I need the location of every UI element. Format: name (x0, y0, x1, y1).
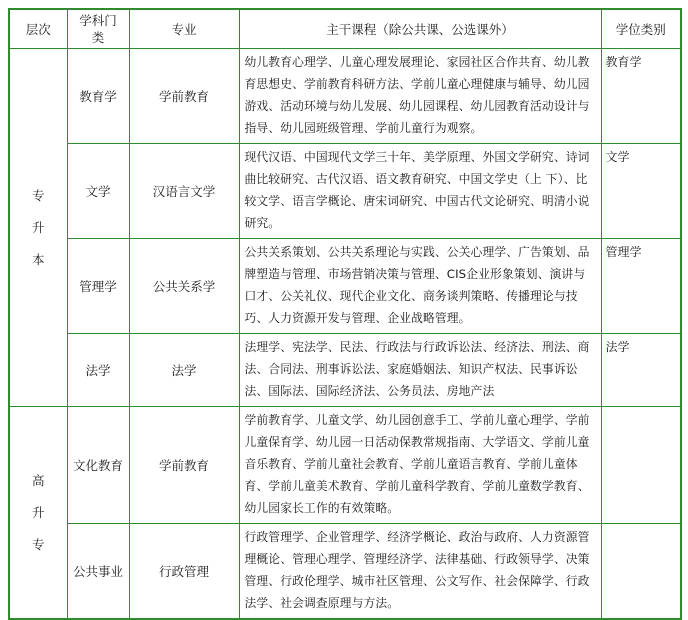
header-courses: 主干课程（除公共课、公选课外） (239, 9, 601, 49)
degree-cell: 法学 (601, 334, 681, 407)
program-table-wrapper (8, 8, 682, 620)
category-cell: 管理学 (67, 239, 129, 334)
table-row (9, 239, 681, 334)
courses-cell: 幼儿教育心理学、儿童心理发展理论、家园社区合作共育、幼儿教育思想史、学前教育科研方法、学前儿童心理健康与辅导、幼儿园游戏、活动环境与幼儿发展、幼儿园课程、幼儿园教育活动设计与指导、幼儿园班级管理、学前儿童行为观察。 (239, 49, 601, 144)
major-cell: 汉语言文学 (129, 144, 239, 239)
major-cell: 法学 (129, 334, 239, 407)
header-major: 专业 (129, 9, 239, 49)
level-char: 专 (31, 536, 45, 552)
header-degree: 学位类别 (601, 9, 681, 49)
category-cell: 教育学 (67, 49, 129, 144)
level-char: 专 (31, 187, 45, 203)
courses-cell: 法理学、宪法学、民法、行政法与行政诉讼法、经济法、刑法、商法、合同法、刑事诉讼法、家庭婚姻法、知识产权法、民事诉讼法、国际法、国际经济法、公务员法、房地产法 (239, 334, 601, 407)
header-level: 层次 (9, 9, 67, 49)
level-char: 升 (31, 504, 45, 520)
table-row (9, 334, 681, 407)
degree-cell: 管理学 (601, 239, 681, 334)
program-table (8, 8, 682, 620)
degree-cell: 文学 (601, 144, 681, 239)
category-cell: 文学 (67, 144, 129, 239)
category-cell: 文化教育 (67, 407, 129, 524)
header-row (9, 9, 681, 49)
level-char: 升 (31, 219, 45, 235)
category-cell: 法学 (67, 334, 129, 407)
major-cell: 学前教育 (129, 407, 239, 524)
table-row (9, 524, 681, 620)
major-cell: 公共关系学 (129, 239, 239, 334)
category-cell: 公共事业 (67, 524, 129, 620)
table-row (9, 144, 681, 239)
degree-cell (601, 407, 681, 524)
courses-cell: 公共关系策划、公共关系理论与实践、公关心理学、广告策划、品牌塑造与管理、市场营销决策与管理、CIS企业形象策划、演讲与口才、公关礼仪、现代企业文化、商务谈判策略、传播理论与技巧、人力资源开发与管理、企业战略管理。 (239, 239, 601, 334)
degree-cell (601, 524, 681, 620)
level-cell-gaoshengzhuan (9, 407, 67, 620)
major-cell: 学前教育 (129, 49, 239, 144)
header-category: 学科门类 (67, 9, 129, 49)
courses-cell: 学前教育学、儿童文学、幼儿园创意手工、学前儿童心理学、学前儿童保育学、幼儿园一日活动保教常规指南、大学语文、学前儿童音乐教育、学前儿童社会教育、学前儿童语言教育、学前儿童体育、学前儿童美术教育、学前儿童科学教育、学前儿童数学教育、幼儿园家长工作的有效策略。 (239, 407, 601, 524)
table-row (9, 407, 681, 524)
level-char: 高 (31, 472, 45, 488)
courses-cell: 行政管理学、企业管理学、经济学概论、政治与政府、人力资源管理概论、管理心理学、管理经济学、法律基础、行政领导学、决策管理、行政伦理学、城市社区管理、公文写作、社会保障学、行政法学、社会调查原理与方法。 (239, 524, 601, 620)
level-cell-zhuanshengben (9, 49, 67, 407)
courses-cell: 现代汉语、中国现代文学三十年、美学原理、外国文学研究、诗词曲比较研究、古代汉语、语文教育研究、中国文学史（上 下）、比较文学、语言学概论、唐宋词研究、中国古代文论研究、明清小说研究。 (239, 144, 601, 239)
degree-cell: 教育学 (601, 49, 681, 144)
table-row (9, 49, 681, 144)
major-cell: 行政管理 (129, 524, 239, 620)
level-char: 本 (31, 251, 45, 267)
